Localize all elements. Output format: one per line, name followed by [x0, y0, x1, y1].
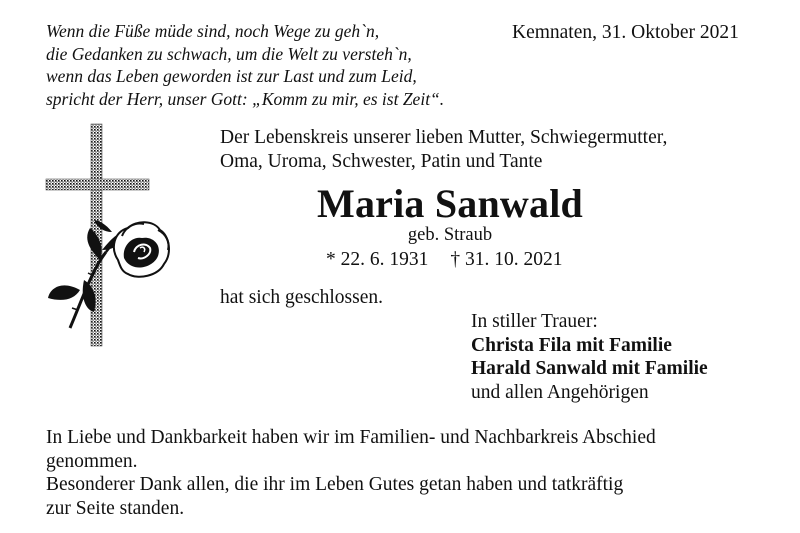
thanks-line: In Liebe und Dankbarkeit haben wir im Familien- und Nachbarkreis Abschied [46, 427, 656, 448]
mourners-others: und allen Angehörigen [471, 381, 649, 403]
mourners-block [471, 310, 708, 404]
mourners-heading: In stiller Trauer: [471, 311, 598, 332]
closing-text: hat sich geschlossen. [220, 287, 384, 308]
birth-date: * 22. 6. 1931 [326, 249, 429, 270]
mourner-family: Christa Fila mit Familie [471, 334, 672, 356]
thanks-line: zur Seite standen. [46, 497, 185, 519]
poem-line: Wenn die Füße müde sind, noch Wege zu geh`n, [46, 21, 380, 41]
thanks-text [46, 426, 656, 520]
intro-line: Der Lebenskreis unserer lieben Mutter, Schwiegermutter, [220, 127, 668, 148]
place-and-date: Kemnaten, 31. Oktober 2021 [512, 22, 739, 43]
thanks-line: genommen. [46, 450, 138, 472]
poem [46, 20, 444, 110]
thanks-line: Besonderer Dank allen, die ihr im Leben Gutes getan haben und tatkräftig [46, 474, 624, 495]
poem-line: die Gedanken zu schwach, um die Welt zu versteh`n, [46, 43, 412, 64]
life-dates [326, 249, 563, 271]
death-date: † 31. 10. 2021 [450, 249, 563, 270]
poem-line: spricht der Herr, unser Gott: „Komm zu mir, es ist Zeit“. [46, 88, 445, 109]
intro-text [220, 126, 667, 174]
intro-line: Oma, Uroma, Schwester, Patin und Tante [220, 151, 543, 172]
mourner-family: Harald Sanwald mit Familie [471, 358, 708, 379]
deceased-name: Maria Sanwald [317, 181, 583, 226]
birth-name: geb. Straub [407, 225, 493, 245]
poem-line: wenn das Leben geworden ist zur Last und zum Leid, [46, 66, 417, 86]
